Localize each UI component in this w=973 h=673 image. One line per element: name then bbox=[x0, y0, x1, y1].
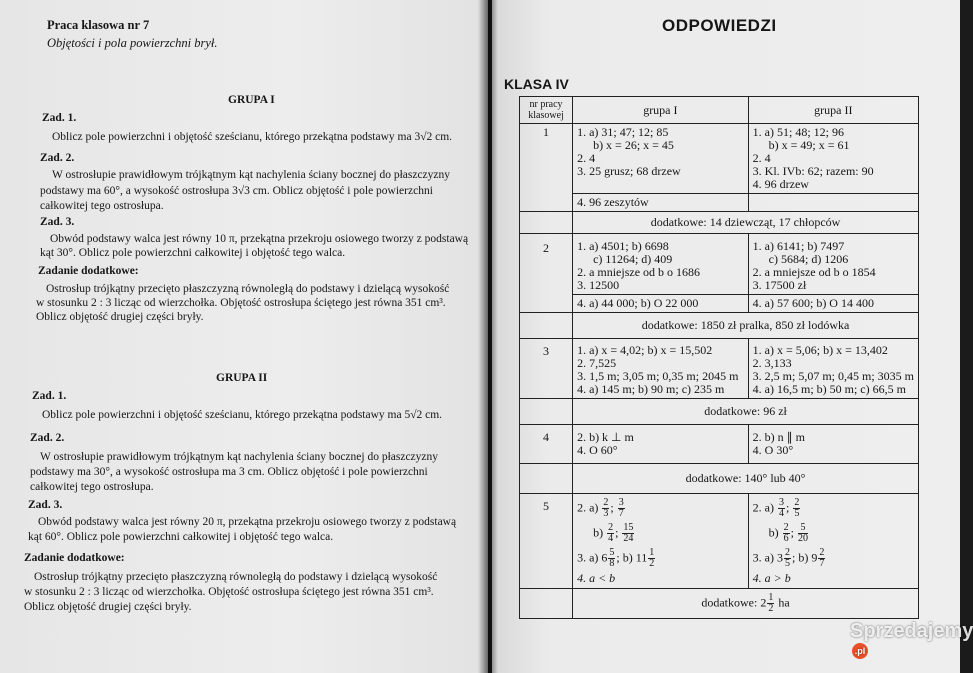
row2-group1 bbox=[573, 234, 749, 295]
row-number-spacer bbox=[520, 212, 573, 234]
answers-title: ODPOWIEDZI bbox=[662, 16, 777, 35]
answer-line: 4. a > b bbox=[752, 571, 791, 585]
row1-group1-last bbox=[573, 194, 749, 212]
answer-line: 3. Kl. IVb: 62; razem: 90 bbox=[752, 164, 874, 178]
fraction bbox=[783, 523, 790, 544]
answer-line bbox=[577, 548, 744, 569]
g1-task3-label: Zad. 3. bbox=[40, 216, 75, 228]
answer-line: 3. 2,5 m; 5,07 m; 0,45 m; 3035 m bbox=[752, 369, 914, 383]
row2-extra: dodatkowe: 1850 zł pralka, 850 zł lodówka bbox=[573, 313, 919, 339]
table-row bbox=[520, 234, 919, 295]
answer-line: 4. a) 16,5 m; b) 50 m; c) 66,5 m bbox=[752, 382, 906, 396]
table-row bbox=[520, 425, 919, 464]
row-number-spacer bbox=[520, 589, 573, 619]
table-row bbox=[520, 339, 919, 399]
fraction bbox=[607, 523, 614, 544]
answer-line: b) x = 26; x = 45 bbox=[593, 138, 674, 152]
fraction bbox=[793, 498, 800, 519]
denominator: 2 bbox=[649, 558, 655, 569]
table-row bbox=[520, 494, 919, 589]
answer-line: 1. a) 4501; b) 6698 bbox=[577, 239, 669, 253]
answer-line: 1. a) x = 4,02; b) x = 15,502 bbox=[577, 343, 713, 357]
answer-line: 2. a mniejsze od b o 1854 bbox=[752, 265, 876, 279]
answer-line: 2. a) $\frac{3}{4}$ ; $\frac{2}{5}$ bbox=[752, 497, 800, 519]
row-number: 2 bbox=[520, 234, 573, 313]
g2-task3-line: kąt 60°. Oblicz pole powierzchni całkowitej i objętość tego walca. bbox=[28, 531, 334, 543]
row1-group2 bbox=[748, 124, 918, 194]
answer-line: 3. 25 grusz; 68 drzew bbox=[577, 164, 681, 178]
answer-line: 2. b) k ⊥ m bbox=[577, 430, 634, 444]
g1-task2-line: całkowitej tego ostrosłupa. bbox=[40, 200, 164, 212]
numerator: 1 bbox=[649, 547, 655, 558]
denominator: 4 bbox=[778, 508, 784, 519]
answer-text: b) bbox=[768, 525, 779, 540]
g1-extra-line: Oblicz objętość drugiej części bryły. bbox=[36, 311, 204, 323]
answer-line bbox=[753, 548, 914, 569]
numerator: 2 bbox=[784, 547, 790, 558]
answer-line: 2. 4 bbox=[577, 151, 596, 165]
g1-task2-label: Zad. 2. bbox=[40, 152, 75, 164]
answer-line: 4. a) 145 m; b) 90 m; c) 235 m bbox=[577, 382, 725, 396]
answer-line: 1. a) x = 5,06; b) x = 13,402 bbox=[752, 343, 888, 357]
fraction bbox=[798, 523, 808, 544]
g1-task2-line: W ostrosłupie prawidłowym trójkątnym kąt nachylenia ściany bocznej do płaszczyzny bbox=[52, 169, 451, 181]
watermark-logo bbox=[850, 620, 973, 666]
fraction bbox=[778, 498, 785, 519]
numerator: 2 bbox=[603, 497, 609, 508]
answer-text: b) bbox=[593, 525, 604, 540]
fraction bbox=[608, 548, 615, 569]
table-header-row bbox=[520, 97, 919, 124]
denominator: 8 bbox=[609, 558, 615, 569]
denominator: 5 bbox=[784, 558, 790, 569]
answer-text: ; b) 11 bbox=[616, 550, 648, 565]
answer-line: 2. 4 bbox=[752, 151, 771, 165]
table-row bbox=[520, 124, 919, 194]
row5-group2 bbox=[748, 494, 918, 589]
row-number: 5 bbox=[520, 494, 573, 589]
fraction bbox=[767, 593, 774, 614]
answer-line: b) $\frac{2}{4}$ ; $\frac{15}{24}$ bbox=[593, 522, 634, 544]
g1-task3-line: kąt 30°. Oblicz pole powierzchni całkowitej i objętość tego walca. bbox=[40, 247, 346, 259]
answer-line: 2. a) $\frac{2}{3}$ ; $\frac{3}{7}$ bbox=[577, 497, 624, 519]
g1-extra-label: Zadanie dodatkowe: bbox=[38, 265, 139, 277]
row-number: 4 bbox=[520, 425, 573, 464]
table-row bbox=[520, 399, 919, 425]
denominator: 6 bbox=[783, 533, 789, 544]
row-number: 3 bbox=[520, 339, 573, 399]
g2-extra-line: w stosunku 2 : 3 licząc od wierzchołka. Objętość ostrosłupa ściętego jest równa 351 cm³. bbox=[24, 586, 434, 598]
extra-text: dodatkowe: 2 bbox=[701, 595, 767, 610]
denominator: 7 bbox=[819, 558, 825, 569]
denominator: 24 bbox=[623, 533, 634, 544]
answer-text: ; b) 9 bbox=[791, 550, 818, 565]
extra-text: ha bbox=[775, 595, 790, 610]
class-heading: KLASA IV bbox=[504, 76, 569, 92]
answer-line: 1. a) 6141; b) 7497 bbox=[752, 239, 845, 253]
row1-extra: dodatkowe: 14 dziewcząt, 17 chłopców bbox=[573, 212, 919, 234]
g2-extra-line: Oblicz objętość drugiej części bryły. bbox=[24, 601, 192, 613]
g2-task2-label: Zad. 2. bbox=[30, 432, 65, 444]
answer-line: 1. a) 31; 47; 12; 85 bbox=[577, 125, 669, 139]
fraction bbox=[622, 523, 634, 544]
answer-line: 4. 96 zeszytów bbox=[577, 195, 649, 209]
row3-group2 bbox=[748, 339, 918, 399]
answer-line: 1. a) 51; 48; 12; 96 bbox=[752, 125, 844, 139]
g1-task3-line: Obwód podstawy walca jest równy 10 π, przekątna przekroju osiowego tworzy z podstawą bbox=[50, 233, 469, 245]
answer-text: 2. a) bbox=[577, 500, 599, 515]
row3-group1 bbox=[573, 339, 749, 399]
denominator: 3 bbox=[603, 508, 609, 519]
answer-line: 4. O 30° bbox=[752, 443, 794, 457]
answer-line: b) $\frac{2}{6}$ ; $\frac{5}{20}$ bbox=[768, 522, 808, 544]
table-row bbox=[520, 212, 919, 234]
table-row bbox=[520, 295, 919, 313]
row4-extra: dodatkowe: 140° lub 40° bbox=[573, 464, 919, 494]
table-row bbox=[520, 194, 919, 212]
numerator: 3 bbox=[778, 497, 784, 508]
numerator: 5 bbox=[798, 523, 808, 534]
row-number-spacer bbox=[520, 313, 573, 339]
g1-extra-line: Ostrosłup trójkątny przecięto płaszczyzną równoległą do podstawy i dzielącą wysokość bbox=[46, 283, 450, 295]
row2-group2 bbox=[748, 234, 918, 295]
row5-extra bbox=[573, 589, 919, 619]
g2-task3-line: Obwód podstawy walca jest równy 20 π, przekątna przekroju osiowego tworzy z podstawą bbox=[38, 516, 457, 528]
row-number-spacer bbox=[520, 464, 573, 494]
answer-line: 2. 7,525 bbox=[577, 356, 617, 370]
numerator: 2 bbox=[783, 522, 789, 533]
answers-table bbox=[519, 96, 919, 619]
table-row bbox=[520, 589, 919, 619]
fraction bbox=[618, 498, 625, 519]
g1-task1-label: Zad. 1. bbox=[42, 112, 77, 124]
denominator: 20 bbox=[798, 533, 808, 544]
table-row bbox=[520, 464, 919, 494]
book-gutter bbox=[478, 0, 498, 673]
row3-extra: dodatkowe: 96 zł bbox=[573, 399, 919, 425]
fraction bbox=[602, 498, 609, 519]
header-nr: nr pracy klasowej bbox=[520, 97, 573, 124]
answer-line: c) 5684; d) 1206 bbox=[768, 252, 849, 266]
header-group2: grupa II bbox=[748, 97, 918, 124]
denominator: 2 bbox=[768, 603, 774, 614]
g2-extra-label: Zadanie dodatkowe: bbox=[24, 552, 125, 564]
group2-heading: GRUPA II bbox=[216, 372, 268, 384]
denominator: 7 bbox=[618, 508, 624, 519]
fraction bbox=[818, 548, 825, 569]
answer-text: 2. a) bbox=[752, 500, 774, 515]
numerator: 1 bbox=[768, 592, 774, 603]
numerator: 15 bbox=[623, 522, 634, 533]
row-number: 1 bbox=[520, 124, 573, 212]
g1-extra-line: w stosunku 2 : 3 licząc od wierzchołka. Objętość ostrosłupa ściętego jest równa 351 cm³. bbox=[36, 297, 446, 309]
answer-line: 2. a mniejsze od b o 1686 bbox=[577, 265, 701, 279]
row2-group1-last: 4. a) 44 000; b) O 22 000 bbox=[573, 295, 749, 313]
g2-task2-line: W ostrosłupie prawidłowym trójkątnym kąt nachylenia ściany bocznej do płaszczyzny bbox=[40, 451, 439, 463]
g2-task3-label: Zad. 3. bbox=[28, 499, 63, 511]
answer-line: 3. 17500 zł bbox=[752, 278, 807, 292]
numerator: 2 bbox=[608, 522, 614, 533]
numerator: 2 bbox=[819, 547, 825, 558]
denominator: 4 bbox=[608, 533, 614, 544]
row1-group1 bbox=[573, 124, 749, 194]
row1-group2-empty bbox=[748, 194, 918, 212]
answer-line: 2. b) n ∥ m bbox=[752, 430, 805, 444]
denominator: 5 bbox=[794, 508, 800, 519]
g2-task1-label: Zad. 1. bbox=[32, 390, 67, 402]
answer-line: b) x = 49; x = 61 bbox=[768, 138, 850, 152]
watermark-badge: .pl bbox=[852, 643, 868, 659]
row4-group1 bbox=[573, 425, 749, 464]
g1-task2-line: podstawy ma 60°, a wysokość ostrosłupa 3√3 cm. Oblicz objętość i pole powierzchni bbox=[40, 185, 433, 197]
answer-line: 2. 3,133 bbox=[752, 356, 792, 370]
answer-line: 4. 96 drzew bbox=[752, 177, 809, 191]
answer-line: 4. a < b bbox=[577, 571, 616, 585]
g2-task2-line: całkowitej tego ostrosłupa. bbox=[30, 481, 154, 493]
header-group1: grupa I bbox=[573, 97, 749, 124]
row2-group2-last: 4. a) 57 600; b) O 14 400 bbox=[748, 295, 918, 313]
answer-line: 3. 1,5 m; 3,05 m; 0,35 m; 2045 m bbox=[577, 369, 739, 383]
answer-line: 4. O 60° bbox=[577, 443, 618, 457]
table-row bbox=[520, 313, 919, 339]
g2-task2-line: podstawy ma 30°, a wysokość ostrosłupa ma 3 cm. Oblicz objętość i pole powierzchni bbox=[30, 466, 428, 478]
row-number-spacer bbox=[520, 399, 573, 425]
g2-extra-line: Ostrosłup trójkątny przecięto płaszczyzną równoległą do podstawy i dzielącą wysokość bbox=[34, 571, 438, 583]
answer-line: 3. 12500 bbox=[577, 278, 620, 292]
numerator: 3 bbox=[618, 497, 624, 508]
fraction bbox=[648, 548, 655, 569]
row5-group1 bbox=[573, 494, 749, 589]
page-subtitle: Objętości i pola powierzchni brył. bbox=[47, 36, 218, 50]
answer-text: 3. a) 3 bbox=[752, 550, 783, 565]
numerator: 5 bbox=[609, 547, 615, 558]
numerator: 2 bbox=[794, 497, 800, 508]
group1-heading: GRUPA I bbox=[228, 94, 275, 106]
fraction bbox=[784, 548, 791, 569]
g1-task1-text: Oblicz pole powierzchni i objętość sześcianu, którego przekątna podstawy ma 3√2 cm. bbox=[52, 131, 453, 143]
row4-group2 bbox=[748, 425, 918, 464]
answer-text: 3. a) 6 bbox=[577, 550, 608, 565]
page-title: Praca klasowa nr 7 bbox=[47, 18, 150, 32]
watermark-text: Sprzedajemy bbox=[850, 620, 973, 642]
answer-line: c) 11264; d) 409 bbox=[593, 252, 673, 266]
g2-task1-text: Oblicz pole powierzchni i objętość sześcianu, którego przekątna podstawy ma 5√2 cm. bbox=[42, 409, 443, 421]
